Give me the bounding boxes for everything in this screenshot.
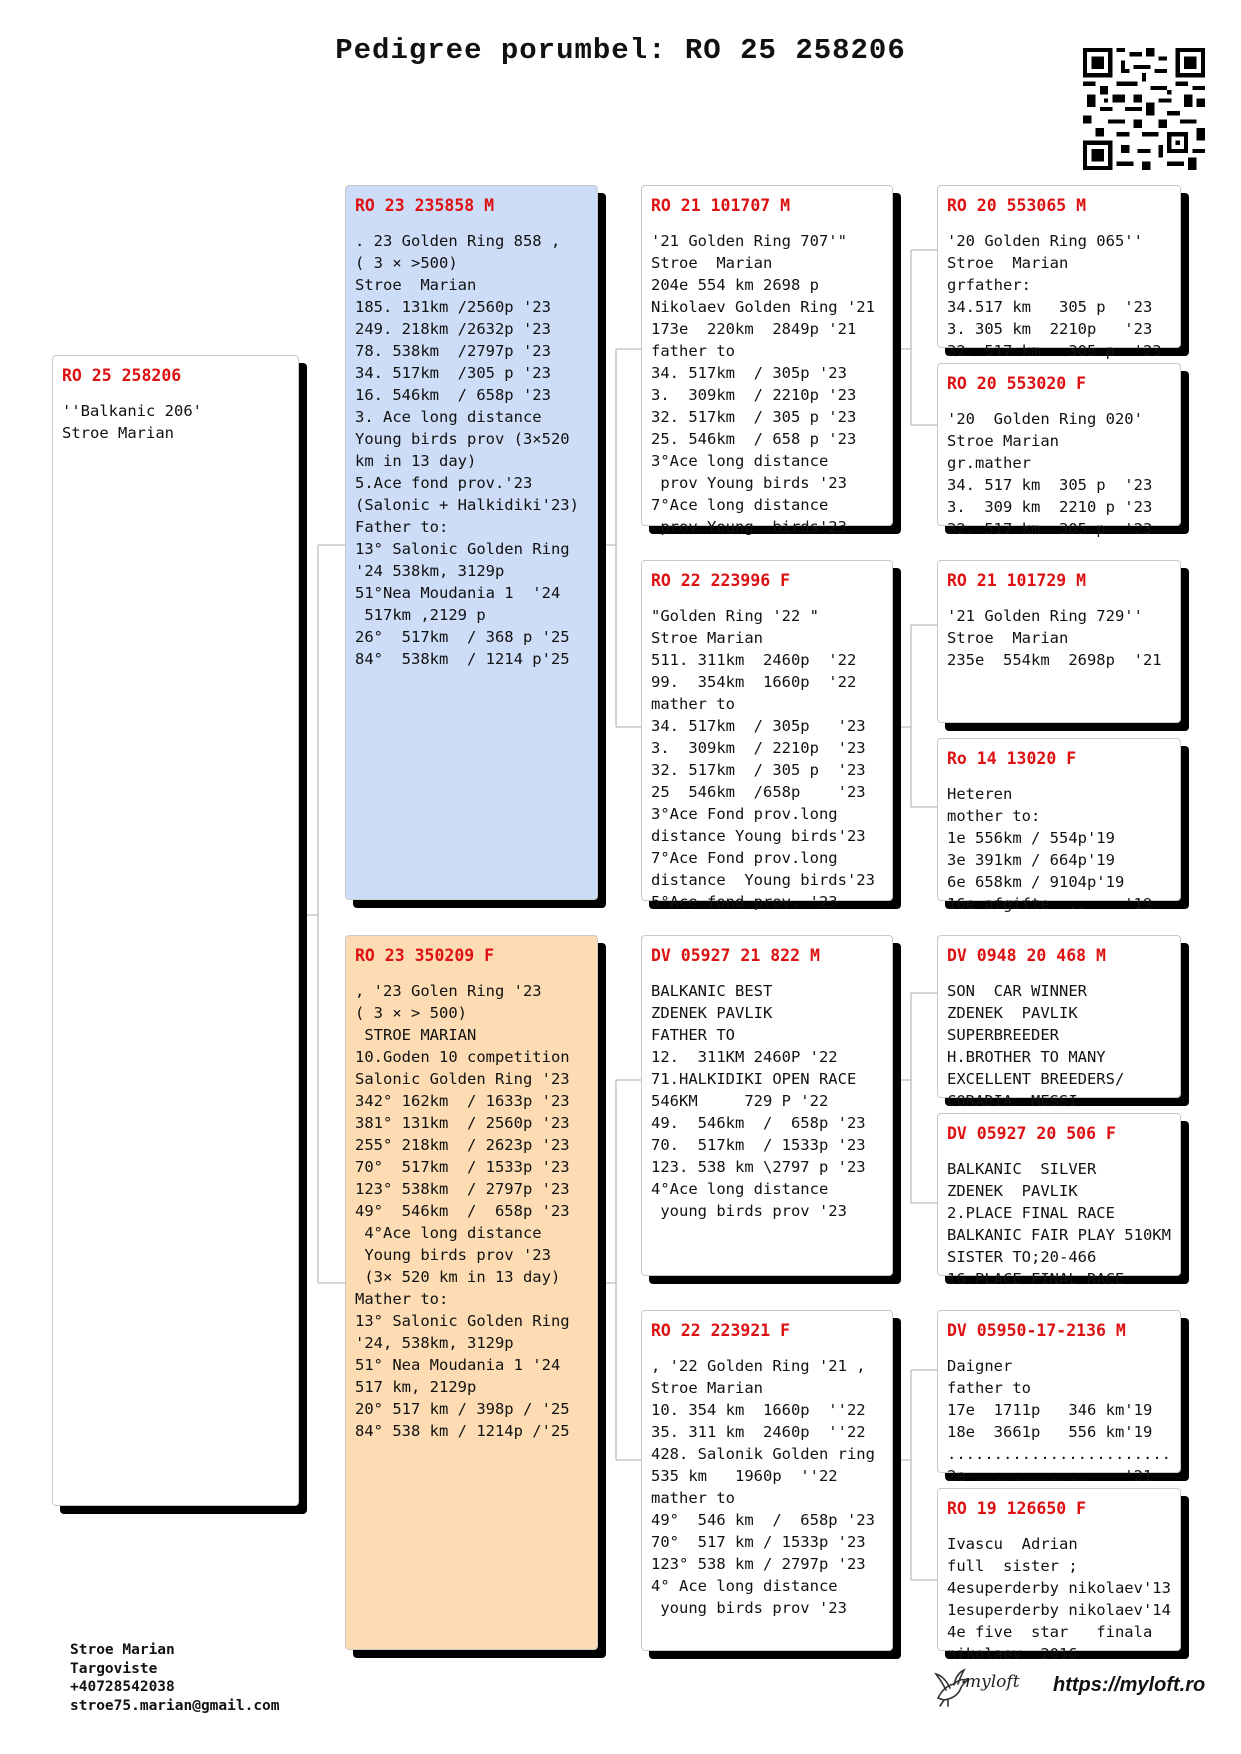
sire-dam-line: 511. 311km 2460p '22 [651,651,857,669]
subject-line: Stroe Marian [62,424,174,442]
dam-dam-dam-line: full sister ; [947,1557,1078,1575]
sire-dam-dam-line: 1e 556km / 554p'19 [947,829,1115,847]
sire-line: (Salonic + Halkidiki'23) [355,496,579,514]
dam-line: 342° 162km / 1633p '23 [355,1092,570,1110]
sire-dam-line: Stroe Marian [651,629,763,647]
dam-line: 4°Ace long distance [355,1224,542,1242]
sire-dam-line: 25 546km /658p '23 [651,783,866,801]
sire-sire-line: 34. 517km / 305p '23 [651,364,847,382]
sire-dam-sire-ring: RO 21 101729 M [947,571,1087,590]
sire-sire-ring: RO 21 101707 M [651,196,791,215]
dam-card[interactable] [345,935,598,1650]
sire-line: Father to: [355,518,449,536]
dam-sire-dam-line: BALKANIC SILVER [947,1160,1097,1178]
dam-dam-line: young birds prov '23 [651,1599,847,1617]
sire-sire-line: 3°Ace long distance [651,452,829,470]
sire-line: 13° Salonic Golden Ring [355,540,570,558]
dam-dam-line: 4° Ace long distance [651,1577,838,1595]
dam-dam-sire-card[interactable] [937,1310,1181,1485]
dam-sire-sire-line: EXCELLENT BREEDERS/ [947,1070,1125,1088]
sire-dam-dam-line: 3e 391km / 664p'19 [947,851,1115,869]
sire-card[interactable] [345,185,598,900]
dam-line: Salonic Golden Ring '23 [355,1070,570,1088]
dam-dam-dam-line: Ivascu Adrian [947,1535,1078,1553]
sire-sire-card[interactable] [641,185,893,536]
dam-line: , '23 Golen Ring '23 [355,982,542,1000]
dam-dam-card[interactable] [641,1310,893,1651]
dam-line: 70° 517km / 1533p '23 [355,1158,570,1176]
sire-sire-line: 173e 220km 2849p '21 [651,320,857,338]
dam-line: Mather to: [355,1290,449,1308]
sire-dam-dam-line: mother to: [947,807,1041,825]
dam-dam-line: , '22 Golden Ring '21 , [651,1357,866,1375]
dam-line: 517 km, 2129p [355,1378,477,1396]
dam-line: 20° 517 km / 398p / '25 [355,1400,570,1418]
dam-sire-dam-line: 2.PLACE FINAL RACE [947,1204,1115,1222]
sire-sire-line: prov Young birds '23 [651,474,847,492]
dam-sire-line: BALKANIC BEST [651,982,773,1000]
sire-dam-line: distance Young birds'23 [651,827,866,845]
dam-sire-sire-line: SON CAR WINNER [947,982,1087,1000]
page-title: Pedigree porumbel: RO 25 258206 [335,34,906,67]
sire-sire-line: Nikolaev Golden Ring '21 [651,298,875,316]
subject-card[interactable] [52,355,299,1506]
sire-line: 51°Nea Moudania 1 '24 [355,584,561,602]
sire-sire-sire-line: 3. 305 km 2210p '23 [947,320,1153,338]
dam-sire-dam-card[interactable] [937,1113,1181,1288]
dam-line: 51° Nea Moudania 1 '24 [355,1356,561,1374]
dam-dam-line: 35. 311 km 2460p ''22 [651,1423,866,1441]
sire-dam-dam-line: Heteren [947,785,1013,803]
dam-line: 84° 538 km / 1214p /'25 [355,1422,570,1440]
dam-line: (3× 520 km in 13 day) [355,1268,561,1286]
dam-line: STROE MARIAN [355,1026,477,1044]
dam-line: 255° 218km / 2623p '23 [355,1136,570,1154]
dam-sire-ring: DV 05927 21 822 M [651,946,820,965]
sire-line: Stroe Marian [355,276,477,294]
dam-dam-line: 535 km 1960p ''22 [651,1467,838,1485]
dam-dam-dam-line: 1esuperderby nikolaev'14 [947,1601,1171,1619]
sire-line: '24 538km, 3129p [355,562,505,580]
sire-line: 78. 538km /2797p '23 [355,342,551,360]
dam-sire-line: 49. 546km / 658p '23 [651,1114,866,1132]
sire-dam-line: 99. 354km 1660p '22 [651,673,857,691]
sire-line: 5.Ace fond prov.'23 [355,474,533,492]
dam-sire-line: 123. 538 km \2797 p '23 [651,1158,866,1176]
dam-line: 123° 538km / 2797p '23 [355,1180,570,1198]
sire-sire-sire-line: 34.517 km 305 p '23 [947,298,1153,316]
dam-sire-dam-line: ZDENEK PAVLIK [947,1182,1078,1200]
contact-city: Targoviste [70,1660,158,1677]
subject-ring: RO 25 258206 [62,366,182,385]
dam-line: 10.Goden 10 competition [355,1048,570,1066]
sire-sire-line: prov Young birds'23 [651,518,847,536]
sire-sire-sire-line: Stroe Marian [947,254,1069,272]
dam-line: Young birds prov '23 [355,1246,551,1264]
dam-dam-dam-card[interactable] [937,1488,1181,1663]
sire-dam-dam-card[interactable] [937,738,1181,913]
sire-dam-line: 3. 309km / 2210p '23 [651,739,866,757]
dam-dam-dam-line: 4e five star finala [947,1623,1153,1641]
sire-sire-dam-line: gr.mather [947,454,1031,472]
subject-line: ''Balkanic 206' [62,402,202,420]
sire-dam-sire-line: Stroe Marian [947,629,1069,647]
sire-line: 26° 517km / 368 p '25 [355,628,570,646]
contact-email[interactable]: stroe75.marian@gmail.com [70,1697,280,1714]
sire-line: 84° 538km / 1214 p'25 [355,650,570,668]
sire-sire-sire-line: '20 Golden Ring 065'' [947,232,1143,250]
dam-dam-sire-line: 2e ............ '21 [947,1467,1153,1485]
sire-dam-sire-card[interactable] [937,560,1181,723]
sire-line: ( 3 × >500) [355,254,458,272]
sire-line: 3. Ace long distance [355,408,542,426]
sire-sire-line: 32. 517km / 305 p '23 [651,408,857,426]
sire-dam-line: "Golden Ring '22 " [651,607,819,625]
dam-sire-line: 12. 311KM 2460P '22 [651,1048,838,1066]
sire-sire-dam-card[interactable] [937,363,1181,538]
dam-sire-card[interactable] [641,935,893,1276]
sire-dam-line: 32. 517km / 305 p '23 [651,761,866,779]
sire-dam-dam-ring: Ro 14 13020 F [947,749,1077,768]
dam-sire-sire-line: ZDENEK PAVLIK [947,1004,1078,1022]
brand-name: myloft [965,1672,1020,1692]
dam-sire-line: 71.HALKIDIKI OPEN RACE [651,1070,857,1088]
sire-sire-sire-line: grfather: [947,276,1031,294]
dam-dam-dam-line: 4esuperderby nikolaev'13 [947,1579,1171,1597]
dam-sire-dam-line: BALKANIC FAIR PLAY 510KM [947,1226,1171,1244]
dam-sire-line: ZDENEK PAVLIK [651,1004,773,1022]
sire-dam-line: 3°Ace Fond prov.long [651,805,838,823]
sire-dam-sire-line: '21 Golden Ring 729'' [947,607,1143,625]
dam-dam-line: 123° 538 km / 2797p '23 [651,1555,866,1573]
dam-dam-sire-line: 18e 3661p 556 km'19 [947,1423,1153,1441]
sire-sire-sire-ring: RO 20 553065 M [947,196,1087,215]
sire-dam-line: 34. 517km / 305p '23 [651,717,866,735]
dam-sire-sire-line: H.BROTHER TO MANY [947,1048,1106,1066]
sire-ring: RO 23 235858 M [355,196,495,215]
dam-dam-sire-line: father to [947,1379,1031,1397]
dam-dam-line: Stroe Marian [651,1379,763,1397]
dam-dam-sire-line: Daigner [947,1357,1013,1375]
sire-sire-line: father to [651,342,735,360]
dam-sire-line: 70. 517km / 1533p '23 [651,1136,866,1154]
dam-dam-sire-line: 17e 1711p 346 km'19 [947,1401,1153,1419]
dam-line: ( 3 × > 500) [355,1004,467,1022]
sire-dam-dam-line: 16e afgifte .. '19 [947,895,1153,913]
sire-sire-dam-ring: RO 20 553020 F [947,374,1087,393]
sire-sire-line: 3. 309km / 2210p '23 [651,386,857,404]
dam-dam-line: 10. 354 km 1660p ''22 [651,1401,866,1419]
sire-line: 517km ,2129 p [355,606,486,624]
sire-sire-sire-line: 32. 517 km 305 p '23 [947,342,1162,360]
dam-sire-line: 4°Ace long distance [651,1180,829,1198]
sire-line: km in 13 day) [355,452,477,470]
dam-sire-line: FATHER TO [651,1026,735,1044]
sire-dam-line: 7°Ace Fond prov.long [651,849,838,867]
dam-sire-dam-line: 16.PLACE FINAL RACE [947,1270,1125,1288]
dam-dam-sire-line: ........................ [947,1445,1171,1463]
contact-name: Stroe Marian [70,1642,175,1658]
sire-sire-line: 7°Ace long distance [651,496,829,514]
dam-dam-ring: RO 22 223921 F [651,1321,791,1340]
contact-phone: +40728542038 [70,1679,175,1695]
dam-sire-sire-card[interactable] [937,935,1181,1110]
sire-dam-line: mather to [651,695,735,713]
dam-sire-sire-line: SUPERBREEDER [947,1026,1059,1044]
dam-sire-dam-ring: DV 05927 20 506 F [947,1124,1116,1143]
sire-line: 249. 218km /2632p '23 [355,320,551,338]
sire-sire-dam-line: 3. 309 km 2210 p '23 [947,498,1153,516]
sire-dam-sire-line: 235e 554km 2698p '21 [947,651,1162,669]
dam-ring: RO 23 350209 F [355,946,495,965]
sire-sire-dam-line: 32. 517 km 305 p '23 [947,520,1153,538]
sire-line: 34. 517km /305 p '23 [355,364,551,382]
sire-sire-dam-line: Stroe Marian [947,432,1059,450]
sire-dam-ring: RO 22 223996 F [651,571,791,590]
brand-url-link[interactable]: https://myloft.ro [1053,1674,1206,1696]
dam-sire-line: 546KM 729 P '22 [651,1092,829,1110]
sire-sire-dam-line: '20 Golden Ring 020' [947,410,1143,428]
dam-dam-line: 70° 517 km / 1533p '23 [651,1533,866,1551]
dam-dam-sire-ring: DV 05950-17-2136 M [947,1321,1126,1340]
dam-sire-dam-line: SISTER TO;20-466 [947,1248,1097,1266]
sire-line: . 23 Golden Ring 858 , [355,232,561,250]
dam-sire-line: young birds prov '23 [651,1202,847,1220]
sire-sire-line: '21 Golden Ring 707'" [651,232,847,250]
sire-dam-line: distance Young birds'23 [651,871,875,889]
dam-sire-sire-line: CORADIA MESSI [947,1092,1078,1110]
sire-dam-line: 5°Ace fond prov. '23 [651,893,838,911]
dam-line: 13° Salonic Golden Ring [355,1312,570,1330]
dam-line: '24, 538km, 3129p [355,1334,514,1352]
dam-dam-line: mather to [651,1489,735,1507]
dam-line: 49° 546km / 658p '23 [355,1202,570,1220]
contact-block [70,1641,280,1715]
sire-dam-dam-line: 6e 658km / 9104p'19 [947,873,1125,891]
dam-line: 381° 131km / 2560p '23 [355,1114,570,1132]
sire-sire-line: 204e 554 km 2698 p [651,276,819,294]
dam-dam-line: 428. Salonik Golden ring [651,1445,875,1463]
dam-dam-dam-line: nikolaev 2016 [947,1645,1078,1663]
sire-line: Young birds prov (3×520 [355,430,570,448]
sire-line: 16. 546km / 658p '23 [355,386,551,404]
sire-sire-sire-card[interactable] [937,185,1181,360]
sire-sire-line: 25. 546km / 658 p '23 [651,430,857,448]
dam-sire-sire-ring: DV 0948 20 468 M [947,946,1106,965]
dam-dam-dam-ring: RO 19 126650 F [947,1499,1087,1518]
sire-sire-dam-line: 34. 517 km 305 p '23 [947,476,1153,494]
sire-line: 185. 131km /2560p '23 [355,298,551,316]
sire-sire-line: Stroe Marian [651,254,773,272]
dam-dam-line: 49° 546 km / 658p '23 [651,1511,875,1529]
sire-dam-card[interactable] [641,560,893,911]
